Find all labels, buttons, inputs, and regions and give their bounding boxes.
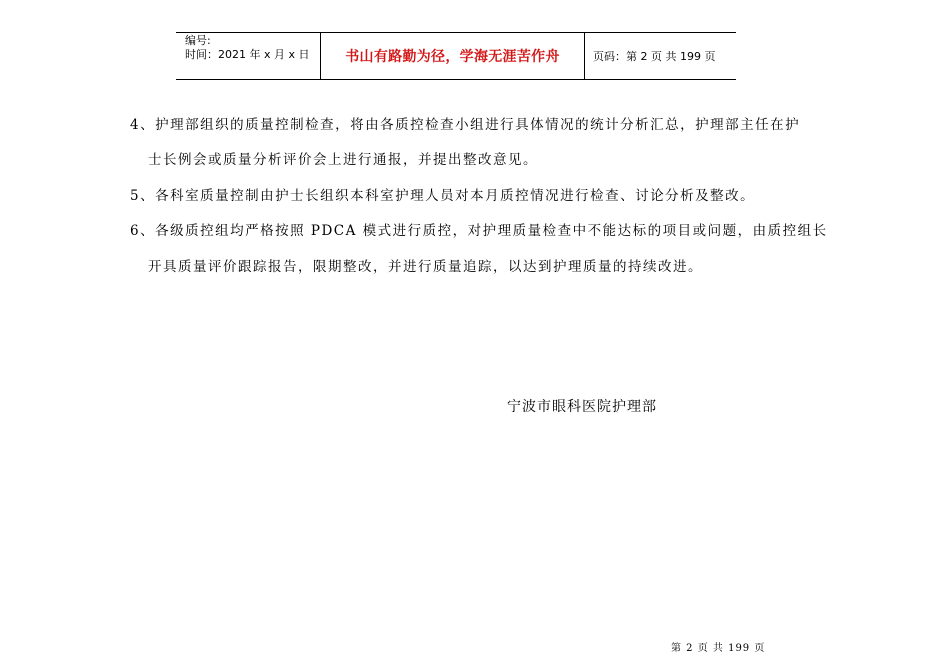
header-left-cell bbox=[176, 33, 320, 79]
document-code-label: 编号: bbox=[185, 34, 211, 47]
header-page-number: 页码：第 2 页 共 199 页 bbox=[593, 50, 716, 63]
header-middle-cell bbox=[320, 33, 585, 79]
header-motto: 书山有路勤为径，学海无涯苦作舟 bbox=[345, 49, 560, 65]
item-4-line-2: 士长例会或质量分析评价会上进行通报，并提出整改意见。 bbox=[148, 152, 538, 168]
signature-department: 宁波市眼科医院护理部 bbox=[507, 399, 657, 415]
item-4-line-1: 4、护理部组织的质量控制检查，将由各质控检查小组进行具体情况的统计分析汇总，护理部主任在护 bbox=[130, 117, 801, 133]
footer-page-number: 第 2 页 共 199 页 bbox=[671, 643, 766, 654]
header-right-cell bbox=[585, 33, 736, 79]
item-6-line-2: 开具质量评价跟踪报告，限期整改，并进行质量追踪，以达到护理质量的持续改进。 bbox=[148, 259, 703, 275]
page-header bbox=[176, 32, 736, 80]
item-6-line-1: 6、各级质控组均严格按照 PDCA 模式进行质控，对护理质量检查中不能达标的项目或问题，由质控组长 bbox=[130, 223, 828, 239]
item-5-line-1: 5、各科室质量控制由护士长组织本科室护理人员对本月质控情况进行检查、讨论分析及整改。 bbox=[130, 188, 756, 204]
document-date-label: 时间：2021 年 x 月 x 日 bbox=[185, 48, 310, 61]
